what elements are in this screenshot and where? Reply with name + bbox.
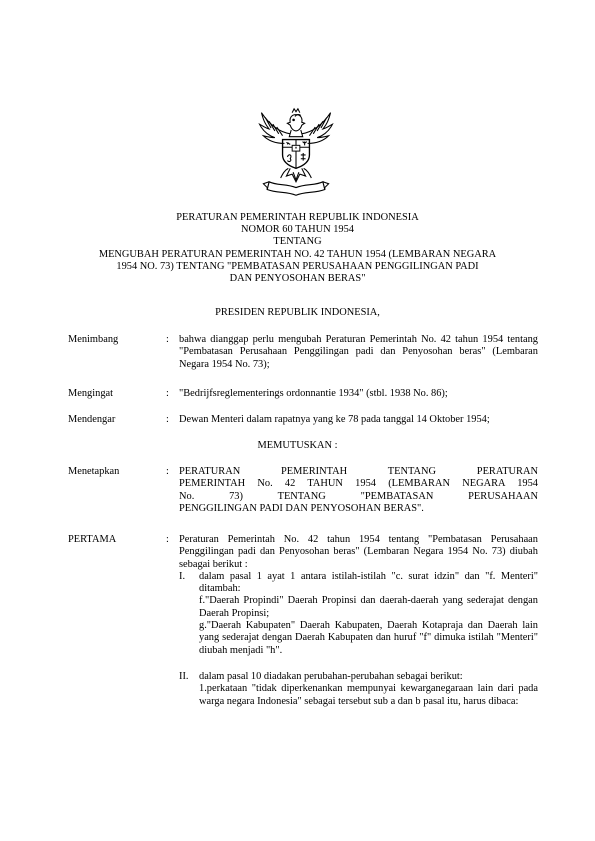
garuda-pancasila-emblem: [248, 104, 344, 202]
title-line: PERATURAN PEMERINTAH REPUBLIK INDONESIA: [176, 212, 419, 223]
item-text: dalam pasal 10 diadakan perubahan-perubahan sebagai berikut:: [199, 670, 463, 682]
colon: :: [166, 334, 169, 345]
text-line: PENGGILINGAN PADI DAN PENYOSOHAN BERAS".: [179, 502, 424, 514]
title-line: TENTANG: [273, 236, 322, 248]
president-heading: PRESIDEN REPUBLIK INDONESIA,: [215, 307, 380, 318]
item-text: dalam pasal 1 ayat 1 antara istilah-istilah "c. surat idzin" dan "f. Menteri" ditambah:: [199, 570, 538, 595]
section-text: Dewan Menteri dalam rapatnya yang ke 78 pada tanggal 14 Oktober 1954;: [179, 414, 490, 425]
section-label: Mengingat: [68, 388, 114, 399]
section-text: [179, 466, 538, 515]
list-item: [179, 571, 538, 657]
amendment-point: 1.perkataan "tidak diperkenankan mempunyai kewarganegaraan lain dari pada warga negara Indonesia" sebagai tersebut sub a dan b pasal itu, harus dibaca:: [199, 683, 538, 707]
text-line: PEMERINTAH No. 42 TAHUN 1954 (LEMBARAN NEGARA 1954: [179, 478, 538, 490]
title-subject: 1954 NO. 73) TENTANG "PEMBATASAN PERUSAHAAN PENGGILINGAN PADI: [116, 260, 479, 272]
text-line: PERATURAN PEMERINTAH TENTANG PERATURAN: [179, 466, 538, 477]
title-number: NOMOR 60 TAHUN 1954: [241, 224, 354, 236]
colon: :: [166, 534, 169, 545]
item-number: II.: [179, 670, 189, 682]
section-text: [179, 534, 538, 708]
section-label: Menimbang: [68, 334, 119, 345]
title-subject: DAN PENYOSOHAN BERAS": [229, 273, 366, 285]
colon: :: [166, 466, 169, 477]
pertama-intro: Peraturan Pemerintah No. 42 tahun 1954 tentang "Pembatasan Perusahaan Penggilingan padi dan Penyosohan beras" (Lembaran Negara 1954 No. 73) diubah sebagai berikut :: [179, 534, 538, 570]
colon: :: [166, 414, 169, 425]
section-text: "Bedrijfsreglementerings ordonnantie 1934" (stbl. 1938 No. 86);: [179, 388, 448, 399]
definition-g: g."Daerah Kabupaten" Daerah Kabupaten, Daerah Kotapraja dan Daerah lain yang sederajat dengan Daerah Kabupaten dan huruf "f" dimuka istilah "Menteri" diubah menjadi "h".: [199, 620, 538, 656]
colon: :: [166, 388, 169, 399]
text-line: No. 73) TENTANG "PEMBATASAN PERUSAHAAN: [179, 490, 538, 502]
section-label: Mendengar: [68, 414, 116, 425]
document-title: [60, 212, 535, 285]
section-label: PERTAMA: [68, 534, 117, 545]
title-subject: MENGUBAH PERATURAN PEMERINTAH NO. 42 TAHUN 1954 (LEMBARAN NEGARA: [98, 248, 497, 260]
list-item: [179, 671, 538, 708]
item-number: I.: [179, 570, 186, 582]
memutuskan-heading: MEMUTUSKAN :: [257, 440, 338, 451]
definition-f: f."Daerah Propindi" Daerah Propinsi dan daerah-daerah yang sederajat dengan Daerah Propinsi;: [199, 595, 538, 619]
section-text: bahwa dianggap perlu mengubah Peraturan Pemerintah No. 42 tahun 1954 tentang "Pembatasan Perusahaan Penggilingan padi dan Penyosohan beras" (Lembaran Negara 1954 No. 73);: [179, 334, 538, 370]
section-label: Menetapkan: [68, 466, 120, 477]
